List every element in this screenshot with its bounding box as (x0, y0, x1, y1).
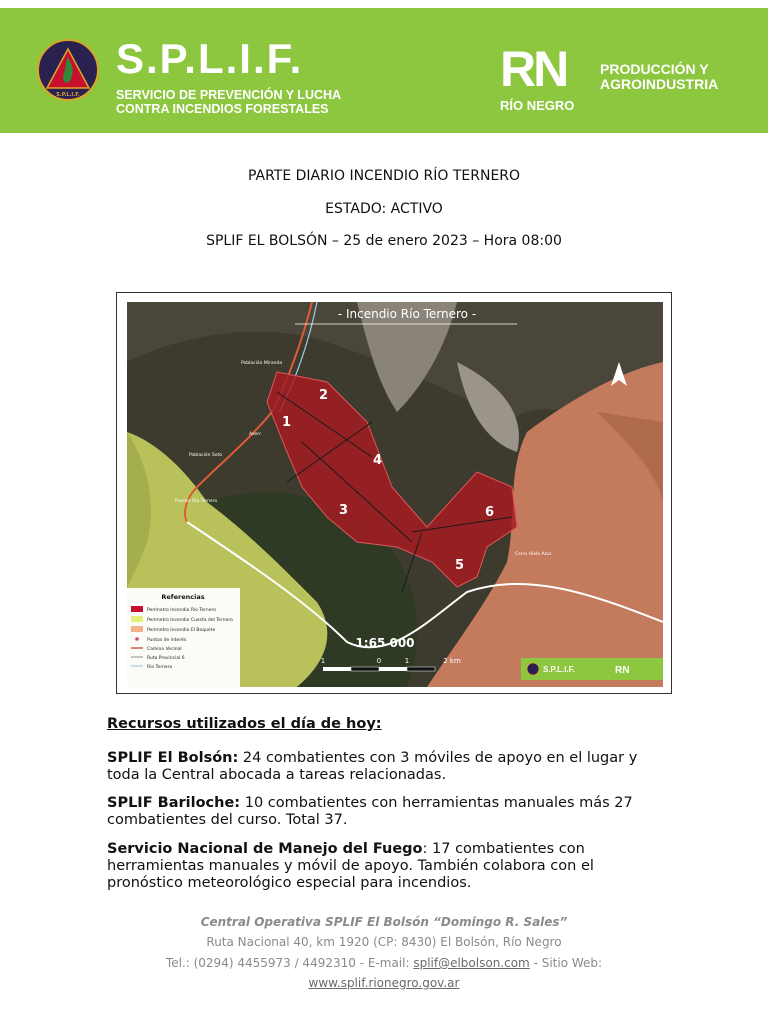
map-title: - Incendio Río Ternero - (337, 307, 477, 321)
resource-org: SPLIF El Bolsón: (107, 750, 239, 766)
resource-text: : 17 combatientes con herramientas manuales y móvil de apoyo. También colabora con el pronóstico meteorológico especial para incendios. (107, 841, 594, 891)
ministry-line1: PRODUCCIÓN Y (600, 61, 709, 77)
website-link[interactable]: www.splif.rionegro.gov.ar (308, 976, 460, 990)
footer-phone: Tel.: (0294) 4455973 / 4492310 - E-mail: (165, 956, 414, 970)
place-label: Puente Río Ternero (175, 499, 218, 504)
scale-tick: 1 (404, 657, 410, 665)
footer-office: Central Operativa SPLIF El Bolsón “Domingo R. Sales” (200, 915, 568, 929)
report-status: ESTADO: ACTIVO (325, 201, 443, 217)
ministry-line2: AGROINDUSTRIA (600, 76, 719, 92)
ministry-name (600, 62, 718, 92)
scale-tick: 1 (320, 657, 326, 665)
legend-item: Camino Vecinal (147, 647, 182, 652)
rio-negro-logo-text: RÍO NEGRO (500, 98, 575, 113)
resource-org: SPLIF Bariloche: (107, 795, 241, 811)
report-title: PARTE DIARIO INCENDIO RÍO TERNERO (247, 168, 521, 184)
legend-item: Río Ternero (147, 665, 173, 670)
place-label: Población Miranda (241, 361, 283, 366)
resource-item (107, 795, 667, 829)
legend-item: Perímetro Incendio Cuesta del Ternero (147, 618, 233, 623)
footer-web-label: - Sitio Web: (529, 956, 603, 970)
place-label: Población Soto (189, 453, 223, 458)
place-label: Cerro Hielo Azul (515, 552, 551, 557)
sector-label: 1 (282, 415, 292, 430)
legend-title: Referencias (161, 593, 205, 601)
footer-address: Ruta Nacional 40, km 1920 (CP: 8430) El Bolsón, Río Negro (206, 935, 562, 949)
resource-item (107, 750, 667, 784)
footer-website (0, 976, 768, 990)
org-name-line2: CONTRA INCENDIOS FORESTALES (116, 102, 329, 116)
rio-negro-logo: RN (500, 41, 567, 97)
seal-text: S.P.L.I.F. (56, 92, 80, 98)
legend-item: Perímetro Incendio Río Ternero (147, 608, 217, 613)
scale-tick: 0 (376, 657, 382, 665)
org-full-name (116, 88, 341, 116)
resource-org: Servicio Nacional de Manejo del Fuego (107, 841, 423, 857)
splif-seal-logo (37, 39, 99, 101)
sector-label: 6 (485, 505, 495, 520)
badge-rn: RN (615, 665, 630, 676)
report-location-date: SPLIF EL BOLSÓN – 25 de enero 2023 – Hora 08:00 (206, 233, 562, 249)
resources-heading: Recursos utilizados el día de hoy: (107, 716, 382, 732)
sector-label: 2 (319, 388, 329, 403)
map-legend (127, 588, 240, 687)
email-link[interactable]: splif@elbolson.com (413, 956, 530, 970)
legend-item: Puntos de interés (147, 638, 187, 643)
badge-splif: S.P.L.I.F. (543, 665, 575, 674)
fire-map-image (127, 302, 663, 687)
org-name-line1: SERVICIO DE PREVENCIÓN Y LUCHA (116, 88, 342, 102)
fire-map (116, 292, 672, 694)
footer-contact (0, 956, 768, 970)
scale-ratio: 1:65 000 (355, 636, 415, 650)
org-acronym: S.P.L.I.F. (116, 35, 304, 82)
sector-label: 4 (373, 453, 383, 468)
sector-label: 5 (455, 558, 465, 573)
map-logo-badge (521, 658, 663, 680)
resource-text: 10 combatientes con herramientas manuales más 27 combatientes del curso. Total 37. (107, 795, 633, 828)
resource-text: 24 combatientes con 3 móviles de apoyo en el lugar y toda la Central abocada a tareas relacionadas. (107, 750, 638, 783)
scale-tick: 2 km (443, 657, 461, 665)
sector-label: 3 (339, 503, 349, 518)
legend-item: Ruta Provincial 6 (147, 656, 185, 661)
place-label: Aserr. (249, 432, 262, 437)
legend-item: Perímetro Incendio El Boquete (147, 628, 216, 633)
resource-item (107, 841, 667, 892)
header-banner (0, 8, 768, 133)
